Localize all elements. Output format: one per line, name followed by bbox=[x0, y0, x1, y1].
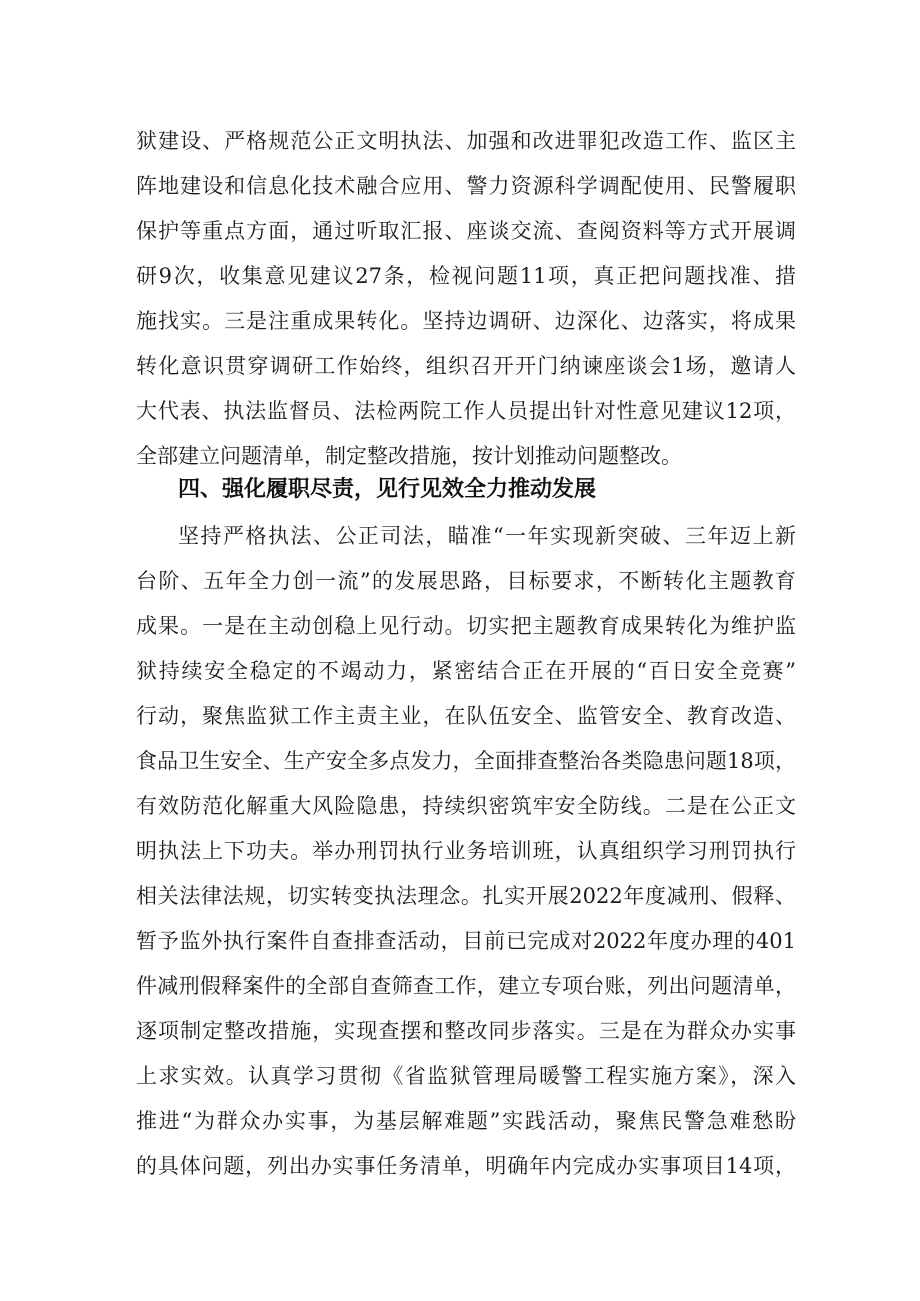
paragraph-line: 件减刑假释案件的全部自查筛查工作，建立专项台账，列出问题清单， bbox=[136, 974, 796, 998]
paragraph-line: 研9次，收集意见建议27条，检视问题11项，真正把问题找准、措 bbox=[136, 264, 796, 288]
paragraph-line: 转化意识贯穿调研工作始终，组织召开开门纳谏座谈会1场，邀请人 bbox=[136, 354, 796, 378]
section-heading: 四、强化履职尽责，见行见效全力推动发展 bbox=[178, 477, 597, 502]
paragraph-line: 阵地建设和信息化技术融合应用、警力资源科学调配使用、民警履职 bbox=[136, 174, 796, 198]
paragraph-line: 狱持续安全稳定的不竭动力，紧密结合正在开展的“百日安全竞赛” bbox=[136, 659, 796, 683]
paragraph-line: 明执法上下功夫。举办刑罚执行业务培训班，认真组织学习刑罚执行 bbox=[136, 839, 796, 863]
paragraph-line: 狱建设、严格规范公正文明执法、加强和改进罪犯改造工作、监区主 bbox=[136, 129, 796, 153]
paragraph-line: 大代表、执法监督员、法检两院工作人员提出针对性意见建议12项， bbox=[136, 399, 796, 423]
paragraph-line: 坚持严格执法、公正司法，瞄准“一年实现新突破、三年迈上新 bbox=[178, 524, 796, 548]
paragraph-line: 成果。一是在主动创稳上见行动。切实把主题教育成果转化为维护监 bbox=[136, 614, 796, 638]
paragraph-line: 逐项制定整改措施，实现查摆和整改同步落实。三是在为群众办实事 bbox=[136, 1019, 796, 1043]
paragraph-line: 行动，聚焦监狱工作主责主业，在队伍安全、监管安全、教育改造、 bbox=[136, 704, 796, 728]
paragraph-line: 保护等重点方面，通过听取汇报、座谈交流、查阅资料等方式开展调 bbox=[136, 219, 796, 243]
paragraph-line: 相关法律法规，切实转变执法理念。扎实开展2022年度减刑、假释、 bbox=[136, 884, 796, 908]
paragraph-line: 食品卫生安全、生产安全多点发力，全面排查整治各类隐患问题18项， bbox=[136, 749, 796, 773]
paragraph-line: 施找实。三是注重成果转化。坚持边调研、边深化、边落实，将成果 bbox=[136, 309, 796, 333]
paragraph-line: 台阶、五年全力创一流”的发展思路，目标要求，不断转化主题教育 bbox=[136, 569, 796, 593]
paragraph-line: 暂予监外执行案件自查排查活动，目前已完成对2022年度办理的401 bbox=[136, 929, 796, 953]
paragraph-line: 上求实效。认真学习贯彻《省监狱管理局暖警工程实施方案》，深入 bbox=[136, 1064, 796, 1088]
paragraph-line: 有效防范化解重大风险隐患，持续织密筑牢安全防线。二是在公正文 bbox=[136, 794, 796, 818]
paragraph-line: 推进“为群众办实事，为基层解难题”实践活动，聚焦民警急难愁盼 bbox=[136, 1109, 796, 1133]
paragraph-line: 的具体问题，列出办实事任务清单，明确年内完成办实事项目14项， bbox=[136, 1154, 796, 1178]
paragraph-line: 全部建立问题清单，制定整改措施，按计划推动问题整改。 bbox=[136, 444, 682, 468]
